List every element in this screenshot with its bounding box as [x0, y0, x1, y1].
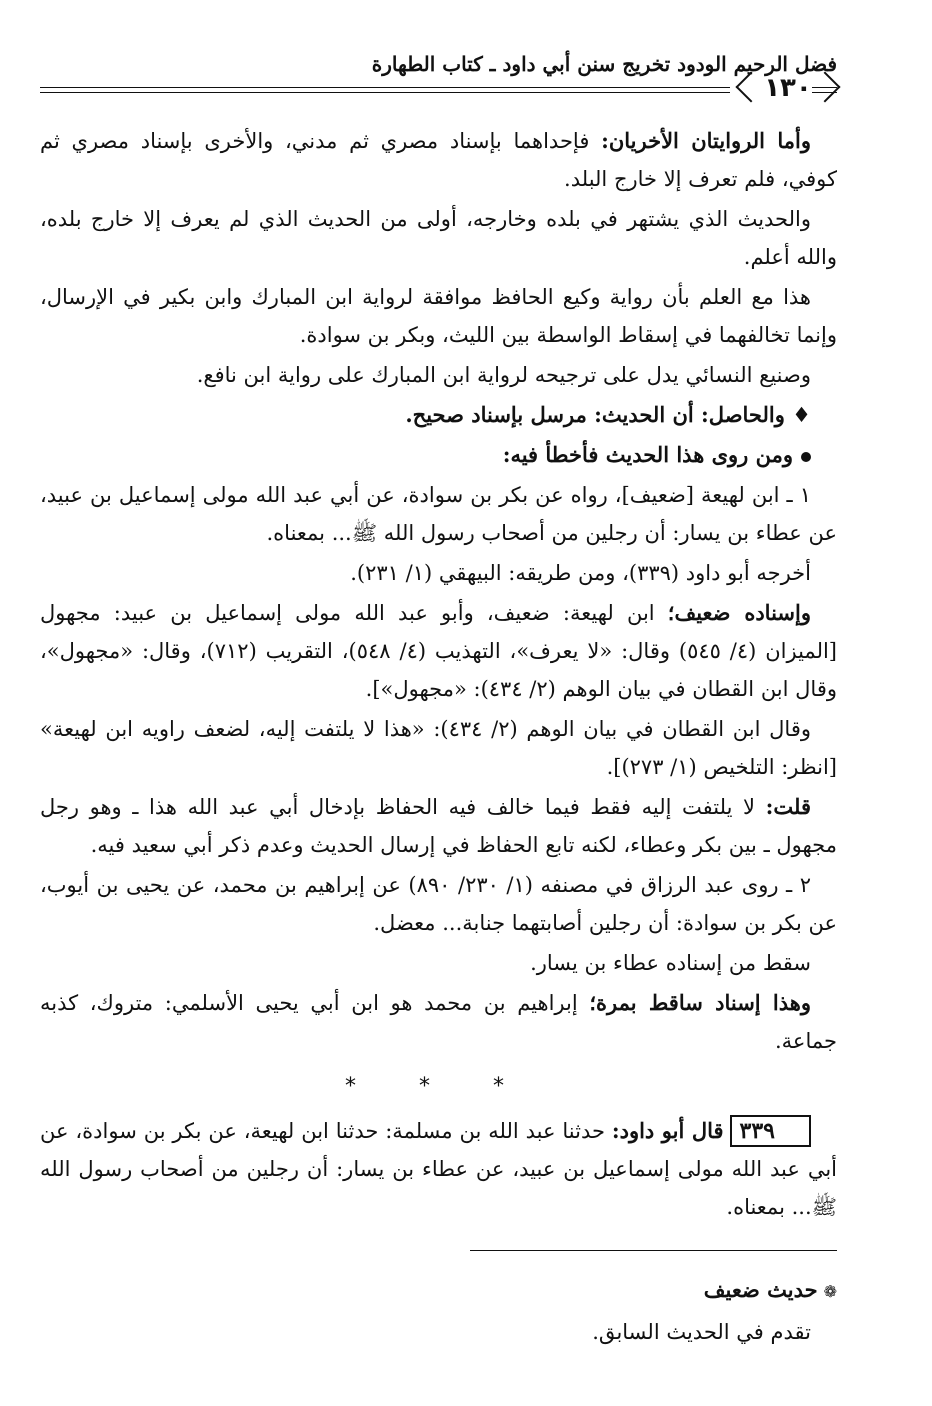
page-number: ١٣٠	[740, 70, 836, 106]
footer-rule	[470, 1250, 837, 1251]
paragraph: وصنيع النسائي يدل على ترجيحه لرواية ابن المبارك على رواية ابن نافع.	[196, 363, 811, 387]
page-number-row	[40, 70, 837, 106]
section-separator: * * *	[345, 1074, 532, 1099]
hadith-number: ٣٣٩	[730, 1115, 811, 1147]
main-text	[40, 122, 837, 1228]
bullet-icon	[801, 452, 811, 462]
paragraph: وإسناده ضعيف؛ ابن لهيعة: ضعيف، وأبو عبد الله مولى إسماعيل بن عبيد: مجهول [الميزان (٤/ ٥٤٥) وقال: «لا يعرف»، التهذيب (٤/ ٥٤٨)، التقريب (٧١٢)، وقال: «مجهول»، وقال ابن القطان في بيان الوهم (٢/ ٤٣٤): «مجهول»].	[40, 600, 837, 701]
paragraph: وقال ابن القطان في بيان الوهم (٢/ ٤٣٤): «هذا لا يلتفت إليه، لضعف راويه ابن لهيعة» [انظر: التلخيص (١/ ٢٧٣)].	[40, 717, 837, 779]
conclusion: ♦ والحاصل: أن الحديث: مرسل بإسناد صحيح.	[405, 402, 811, 427]
paragraph: هذا مع العلم بأن رواية وكيع الحافظ موافقة لرواية ابن المبارك وابن بكير في الإرسال، وإنما تخالفهما في إسقاط الواسطة بين الليث، وبكر بن سوادة.	[40, 285, 837, 347]
verdict-line	[40, 1270, 837, 1312]
running-header: فضل الرحيم الودود تخريج سنن أبي داود ـ كتاب الطهارة	[371, 52, 837, 76]
section-heading: ومن روى هذا الحديث فأخطأ فيه:	[40, 436, 837, 474]
footer	[40, 1270, 837, 1352]
header-double-rule-right	[812, 87, 837, 93]
paragraph: وأما الروايتان الأخريان: فإحداهما بإسناد مصري ثم مدني، والأخرى بإسناد مصري ثم كوفي، فلم تعرف إلا خارج البلد.	[40, 128, 837, 191]
paragraph: سقط من إسناده عطاء بن يسار.	[530, 951, 811, 975]
flower-icon: ❁	[823, 1282, 837, 1301]
verdict: حديث ضعيف	[703, 1277, 818, 1302]
paragraph: ٢ ـ روى عبد الرزاق في مصنفه (١/ ٢٣٠/ ٨٩٠) عن إبراهيم بن محمد، عن يحيى بن أيوب، عن بكر بن سوادة: أن رجلين أصابتهما جنابة... معضل.	[40, 873, 837, 935]
paragraph: ١ ـ ابن لهيعة [ضعيف]، رواه عن بكر بن سوادة، عن أبي عبد الله مولى إسماعيل بن عبيد، عن عطاء بن يسار: أن رجلين من أصحاب رسول الله ﷺ... بمعناه.	[40, 483, 837, 545]
header-double-rule-left	[40, 87, 730, 93]
paragraph: قلت: لا يلتفت إليه فقط فيما خالف فيه الحفاظ بإدخال أبي عبد الله هذا ـ وهو رجل مجهول ـ بين بكر وعطاء، لكنه تابع الحفاظ في إرسال الحديث وعدم ذكر أبي سعيد فيه.	[40, 794, 837, 857]
paragraph: وهذا إسناد ساقط بمرة؛ إبراهيم بن محمد هو ابن أبي يحيى الأسلمي: متروك، كذبه جماعة.	[40, 990, 837, 1053]
verdict-note: تقدم في الحديث السابق.	[592, 1320, 811, 1344]
hadith-paragraph: ٣٣٩قال أبو داود: حدثنا عبد الله بن مسلمة: حدثنا ابن لهيعة، عن بكر بن سوادة، عن أبي عبد الله مولى إسماعيل بن عبيد، عن عطاء بن يسار: أن رجلين من أصحاب رسول الله ﷺ... بمعناه.	[40, 1112, 837, 1226]
paragraph: والحديث الذي يشتهر في بلده وخارجه، أولى من الحديث الذي لم يعرف إلا خارج بلده، والله أعلم.	[40, 207, 837, 269]
paragraph: أخرجه أبو داود (٣٣٩)، ومن طريقه: البيهقي (١/ ٢٣١).	[350, 561, 811, 585]
